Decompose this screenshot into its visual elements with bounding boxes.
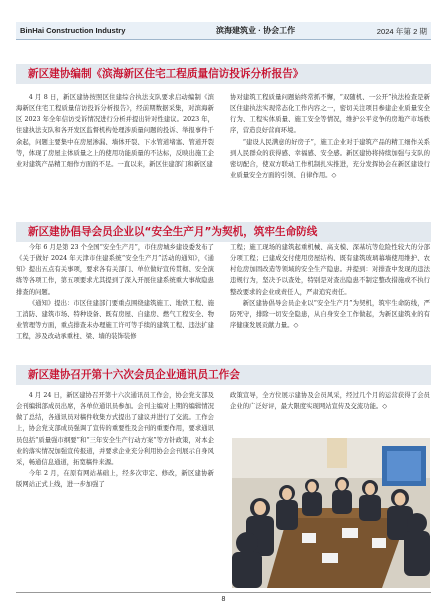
footer-divider bbox=[16, 592, 431, 593]
article-3-paragraph: 今年 2 月，在原有网站基础上，经多次审定、修改，新区建协新版网站正式上线，进一步加强了 bbox=[16, 470, 214, 489]
meeting-photo-illustration bbox=[232, 438, 430, 588]
article-2-paragraph: 《通知》提出：市区住建部门要重点围绕建筑施工、地铁工程、施工消防、建筑市场、特种设备、既有房屋、自建房、燃气工程安全、物业管理等方面，重点排查未办理施工许可等手续的建筑工程、违法扩建工程，涉及改动承重柱、梁、墙的装饰装修 bbox=[16, 299, 214, 341]
article-2-paragraph: 今年 6 月是第 23 个全国“安全生产月”，市住房城乡建设委发布了《关于做好 2024 年天津市住建系统“安全生产月”活动的通知》，《通知》提出五点有关事项，要求各有关部门、单位做好宣传贯彻、安全演练等各项工作，第五项要求尤其提到了深入开展住建系统重大事故隐患排查的问题。 bbox=[16, 244, 214, 296]
article-1-right-column bbox=[230, 92, 430, 218]
article-3-left-column bbox=[16, 390, 214, 588]
article-3-paragraph: 政策宣导，全方位展示建协及会员风采，经过几个月的运营获得了会员企业的广泛好评，最大限度实现网站宣传及交流功能。◇ bbox=[230, 392, 430, 411]
article-1-paragraph: “建设人民满意的好房子”，施工企业对于建筑产品的精工细作关系到人民群众的获得感、幸福感、安全感。新区建协将持续加强与支队的密切配合，使双方联动工作机制扎实推进，充分发挥协会在新区建设行业质量安全方面的引领、自律作用。◇ bbox=[230, 138, 430, 180]
article-1-paragraph: 协对建筑工程质量问题始终常抓不懈，“双随机、一公开”执法检查是新区住建执法实现常态化工作内容之一，密切关注项目参建企业质量安全行为、工程实体质量、施工安全等情况，维护公平竞争的房地产市场秩序，营造良好营商环境。 bbox=[230, 94, 430, 135]
article-2-paragraph: 新区建协倡导会员企业以“安全生产月”为契机，筑牢生命防线，严防死守，排除一切安全隐患，从自身安全工作做起，为新区建筑业的有序健康发展贡献力量。◇ bbox=[230, 299, 430, 330]
article-1-left-column bbox=[16, 92, 214, 218]
article-title-3: 新区建协召开第十六次会员企业通讯员工作会 bbox=[16, 365, 431, 385]
publication-name: BinHai Construction Industry bbox=[20, 26, 126, 35]
page-number: 8 bbox=[221, 596, 226, 603]
page-header bbox=[16, 22, 431, 40]
article-2-right-column bbox=[230, 242, 430, 362]
article-title-1: 新区建协编制《滨海新区住宅工程质量信访投诉分析报告》 bbox=[16, 64, 431, 84]
article-3-paragraph: 4 月 24 日，新区建协召开第十六次通讯员工作会，协会党支部及会刊编辑部成员出席，各单位通讯员参加。会刊主编对上期的编辑情况做了总结，各通讯员对稿件收集方式提出了建议并进行了交流。工作会上，协会党支部成员强调了宣传的重要性及会刊的重要作用，要求通讯员包括“质量强市纲要”和“三年安全生产行动方案”等方针政策，对本企业的落实情况加强宣传报道，并要求企业充分利用协会会刊展示自身风采，畅通信息通道，拓宽稿件来源。 bbox=[16, 392, 214, 466]
article-3-right-column bbox=[230, 390, 430, 434]
article-title-2: 新区建协倡导会员企业以“安全生产月”为契机，筑牢生命防线 bbox=[16, 222, 431, 242]
meeting-photo bbox=[232, 438, 430, 588]
article-2-paragraph: 工程；施工现场的建筑起重机械、高支模、深基坑等危险性较大的分部分项工程；已建成交付使用房屋结构、既有建筑玻璃幕墙使用维护、农村危房加固改造等领域的安全生产隐患。并提到：对排查中发现的违法违规行为，坚决予以查处，特别是对查出隐患不制定整改措施或不执行整改要求的企业或责任人，严肃追究责任。 bbox=[230, 244, 430, 296]
article-1-paragraph: 4 月 8 日，新区建协按照区住建综合执法支队要求启动编制《滨海新区住宅工程质量信访投诉分析报告》，经前期数据采集，对滨海新区 2023 年全年信访受诉情况进行分析并提出针对性建议。2023 年，住建执法支队和各开发区监督机构处理涉质量问题的投诉、举报事件千余起，问题主要集中在房屋渗漏、墙体开裂、下水管道堵塞、管道开裂等，体现了房屋主体质量之上的使用功能质量的不达标，反映出施工企业对建筑产品精工细作方面的不足。一直以来，新区住建部门和新区建 bbox=[16, 94, 214, 168]
article-2-left-column bbox=[16, 242, 214, 362]
section-name: 滨海建筑业 · 协会工作 bbox=[216, 26, 296, 35]
issue-number: 2024 年第 2 期 bbox=[376, 27, 427, 36]
